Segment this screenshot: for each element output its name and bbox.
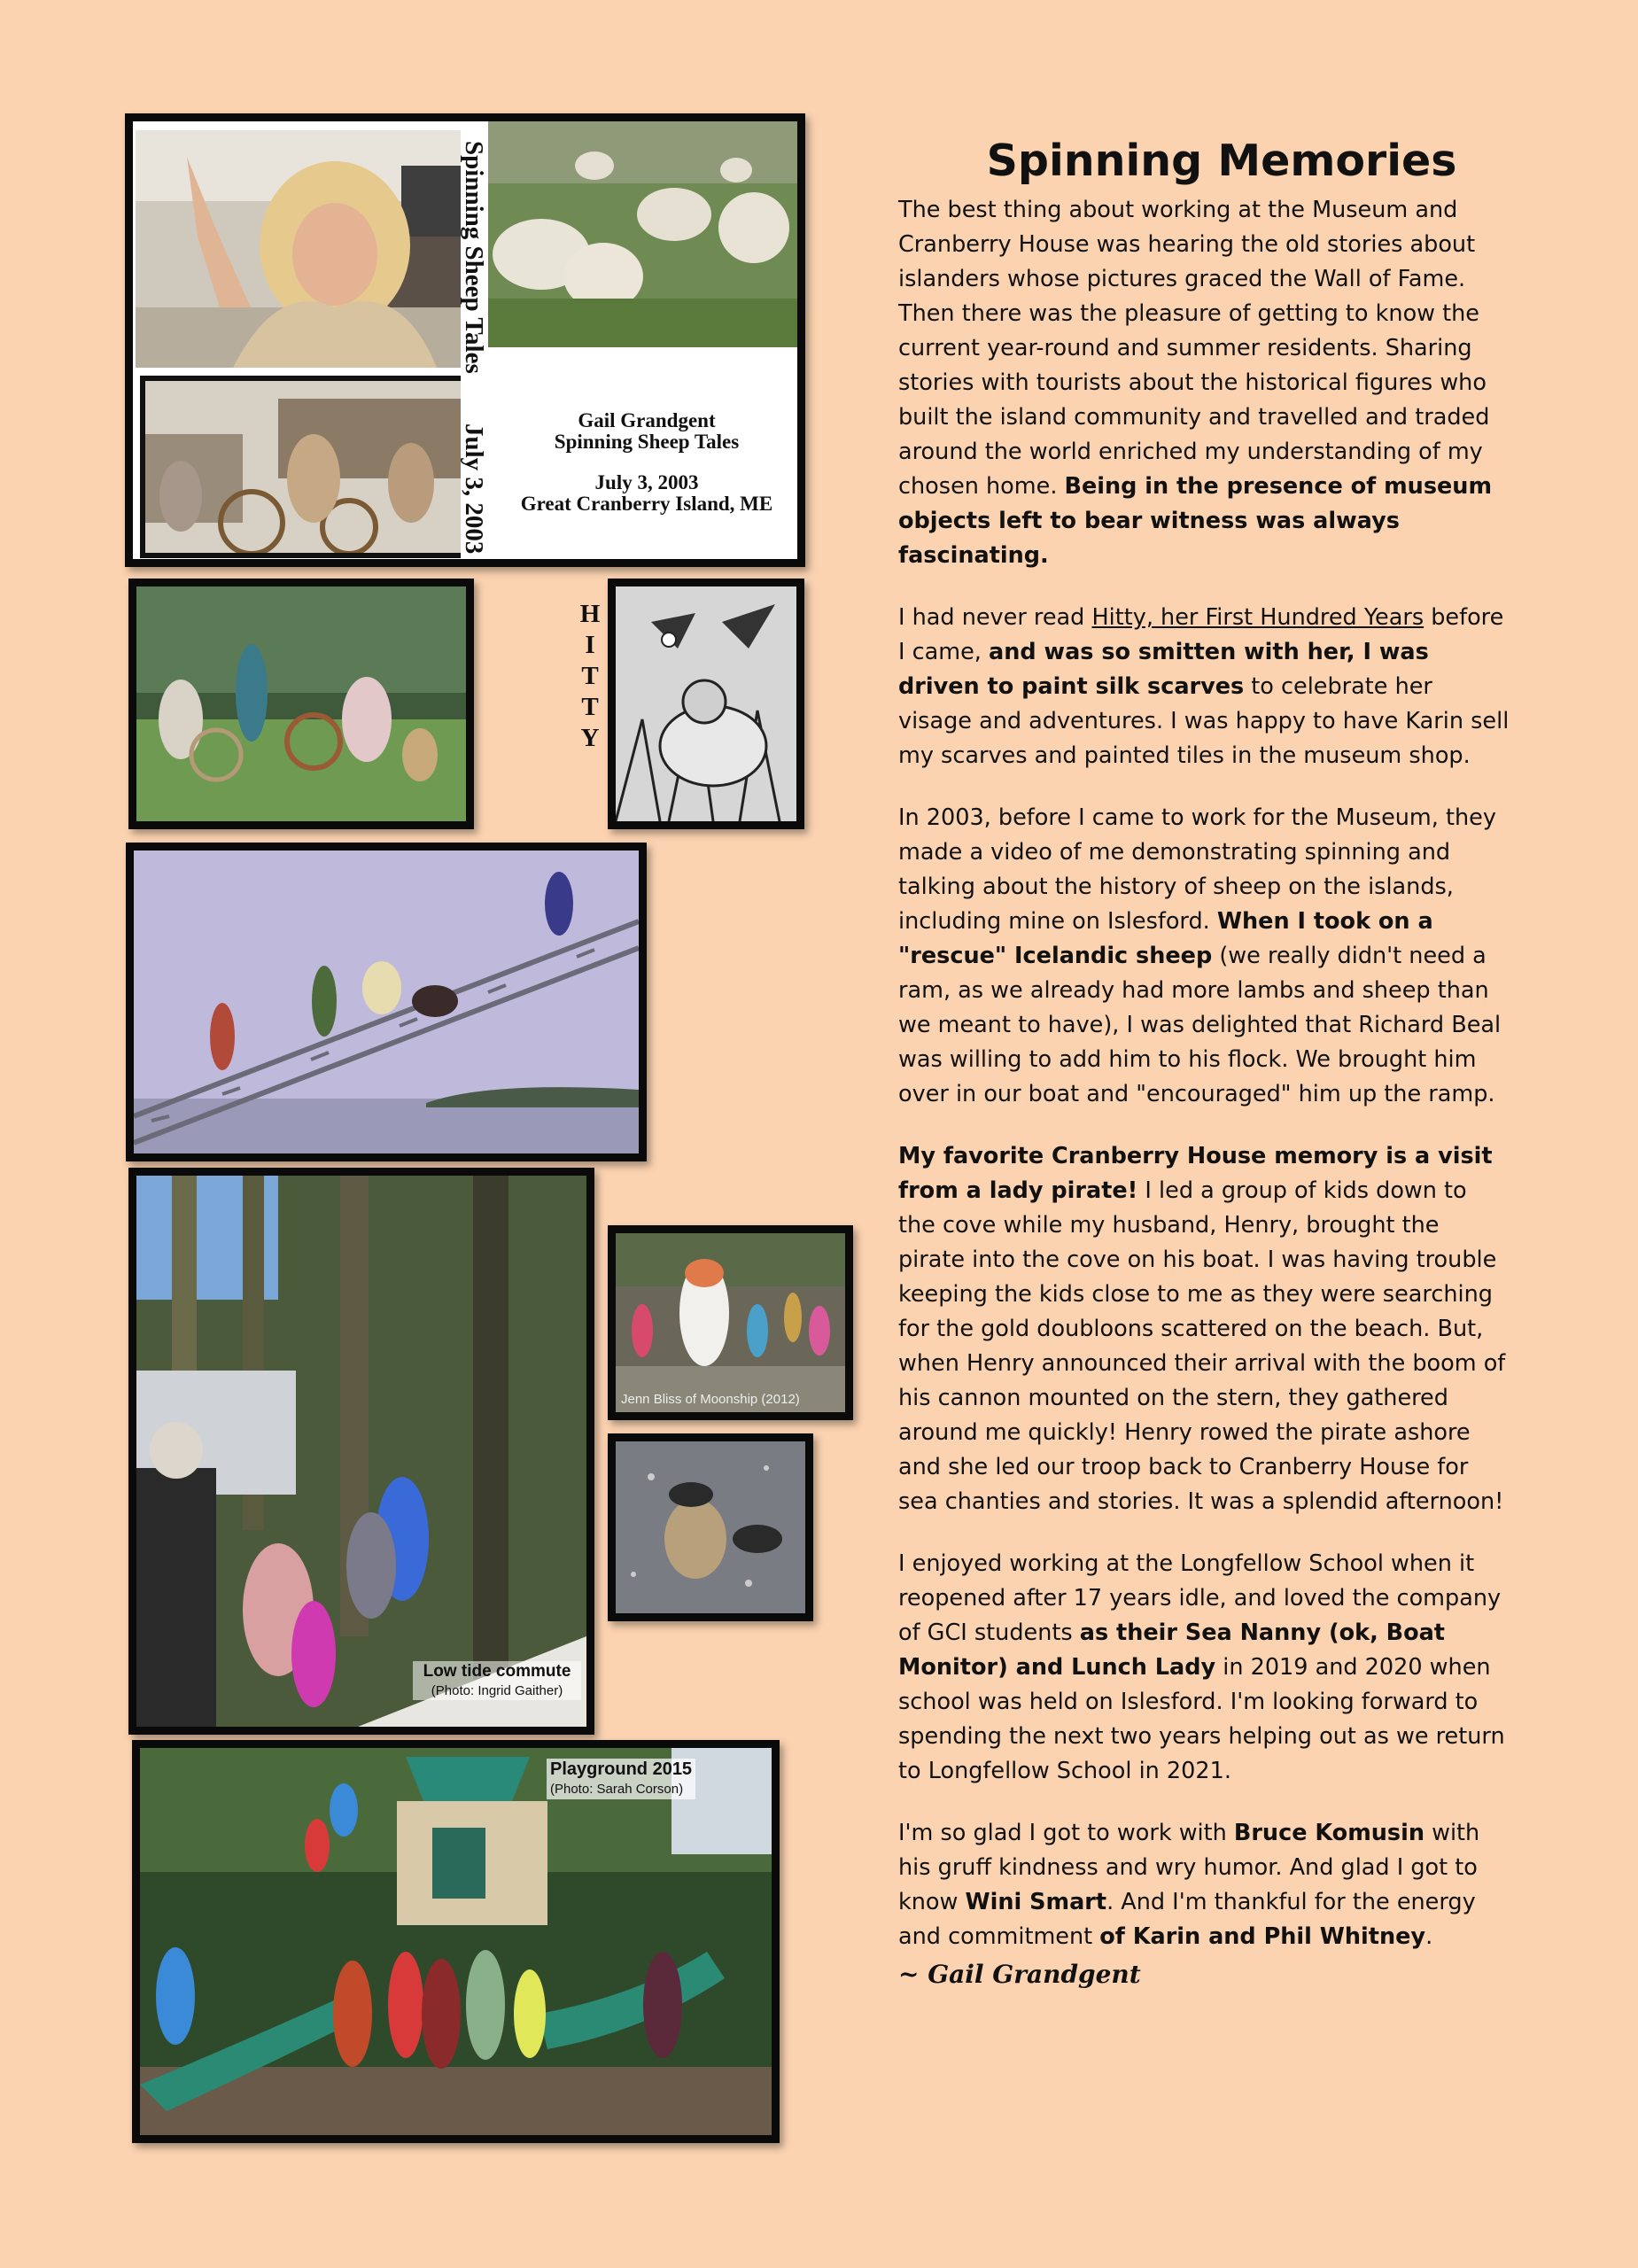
paragraph-thanks: I'm so glad I got to work with Bruce Komusin with his gruff kindness and wry humor. And glad I got to know Wini Smart. And I'm thankful for the energy and commitment of Karin and Phil Whitney. [898,1820,1480,1950]
dvd-date: July 3, 2003 [594,471,699,493]
playground-caption-title: Playground 2015 [550,1759,693,1779]
dvd-place: Great Cranberry Island, ME [520,493,773,515]
dvd-spine-date: July 3, 2003 [460,423,488,554]
pirate-beach-photo [608,1433,813,1621]
dvd-spine [461,121,488,559]
commute-caption [413,1661,581,1700]
lady-pirate-photo [608,1225,853,1420]
hitty-illustration [608,579,804,829]
signature: ~ Gail Grandgent [898,1960,1141,1989]
outdoor-spinners-photo [128,579,474,829]
commute-caption-title: Low tide commute [423,1662,571,1681]
playground-caption [547,1759,695,1799]
paragraph-museum: The best thing about working at the Museum and Cranberry House was hearing the old stories about islanders whose pictures graced the Wall of Fame. Then there was the pleasure of getting to know the current year-round and summer residents. Sharing stories with tourists about the historical figures who built the island community and travelled and traded around the world enriched my understanding of my chosen home. Being in the presence of museum objects left to bear witness was always fascinating. [898,197,1493,569]
pirate-caption: Jenn Bliss of Moonship (2012) [621,1392,800,1407]
dvd-title: Spinning Sheep Tales [554,431,740,453]
spinning-circle-photo [140,376,466,558]
paragraph-hitty: I had never read Hitty, her First Hundred Years before I came, and was so smitten with her, I was driven to paint silk scarves to celebrate her visage and adventures. I was happy to have Karin sell my scarves and painted tiles in the museum shop. [898,604,1510,769]
article-title: Spinning Memories [986,136,1457,186]
hitty-vertical-label: H I T T Y [579,600,601,752]
playground-caption-credit: (Photo: Sarah Corson) [550,1782,684,1797]
paragraph-school: I enjoyed working at the Longfellow School when it reopened after 17 years idle, and loved the company of GCI students as their Sea Nanny (ok, Boat Monitor) and Lunch Lady in 2019 and 2020 when school was held on Islesford. I'm looking forward to spending the next two years helping out as we return to Longfellow School in 2021. [898,1550,1505,1784]
dvd-label [488,410,805,515]
commute-caption-credit: (Photo: Ingrid Gaither) [431,1683,563,1698]
paragraph-pirate: My favorite Cranberry House memory is a visit from a lady pirate! I led a group of kids down to the cove while my husband, Henry, brought the pirate into the cove on his boat. I was having trouble keeping the kids close to me as they were searching for the gold doubloons scattered on the beach. But, when Henry announced their arrival with the boom of his cannon mounted on the stern, they gathered around me quickly! Henry rowed the pirate ashore and she led our troop back to Cranberry House for sea chanties and stories. It was a splendid afternoon! [898,1143,1506,1515]
article [898,133,1510,1992]
sheep-ramp-photo [126,843,647,1161]
paragraph-sheep: In 2003, before I came to work for the Museum, they made a video of me demonstrating spinning and talking about the history of sheep on the islands, including mine on Islesford. When I took on a "rescue" Icelandic sheep (we really didn't need a ram, as we already had more lambs and sheep than we meant to have), I was delighted that Richard Beal was willing to add him to his flock. We brought him over in our boat and "encouraged" him up the ramp. [898,804,1502,1107]
low-tide-commute-photo [128,1168,594,1735]
dvd-cover [125,113,805,567]
sheep-photo [488,121,805,347]
book-title: Hitty, her First Hundred Years [1091,604,1425,631]
spinner-teaching-photo [136,130,479,368]
dvd-spine-title: Spinning Sheep Tales [460,141,488,374]
playground-photo [132,1740,780,2143]
dvd-name: Gail Grandgent [578,409,716,431]
